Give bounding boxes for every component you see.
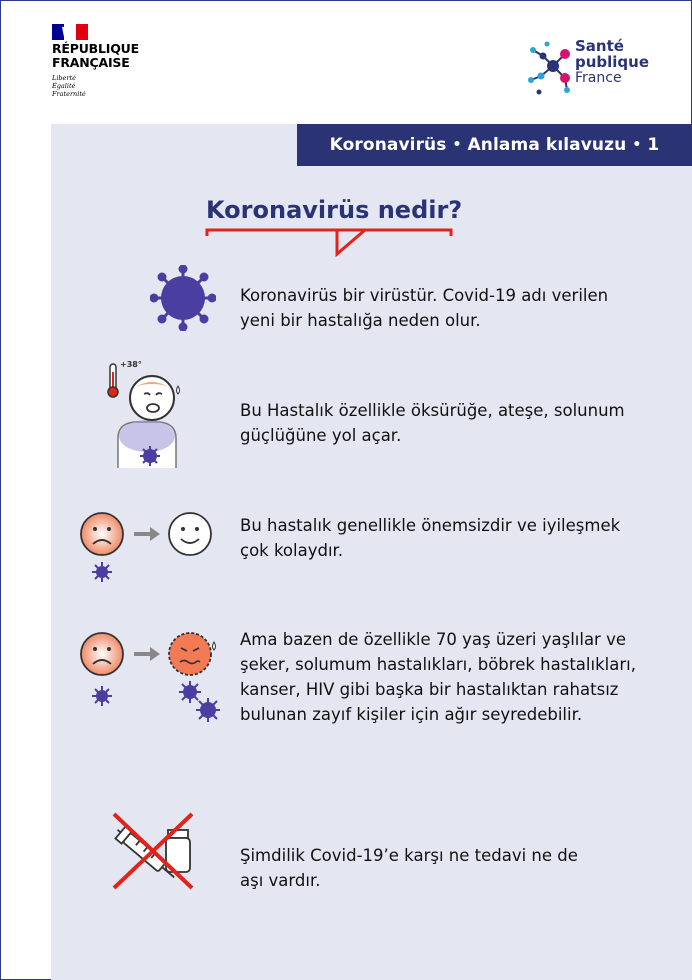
- header-topic: Koronavirüs: [329, 135, 447, 155]
- page-title: Koronavirüs nedir?: [206, 196, 463, 224]
- sante-publique-france-logo: [525, 36, 665, 106]
- republic-name: RÉPUBLIQUE FRANÇAISE: [52, 41, 139, 70]
- row-symptoms-text: Bu Hastalık özellikle öksürüğe, ateşe, solunum güçlüğüne yol açar.: [240, 401, 625, 445]
- header-number: 1: [647, 135, 660, 155]
- row-virus-text: Koronavirüs bir virüstür. Covid-19 adı verilen yeni bir hastalığa neden olur.: [240, 286, 609, 330]
- molecule-icon: [525, 36, 575, 102]
- speech-bubble-underline-icon: [205, 228, 455, 260]
- marianne-flag-icon: [52, 24, 88, 40]
- virus-icon: [150, 265, 216, 331]
- header-separator: •: [452, 137, 462, 153]
- spf-wordmark: Santé publique France: [575, 37, 650, 86]
- sad-to-sick-face-icon: [80, 630, 226, 726]
- coughing-person-fever-icon: [104, 358, 190, 470]
- fever-label: +38°: [120, 360, 142, 369]
- sad-to-happy-face-icon: [80, 510, 216, 586]
- no-treatment-vaccine-icon: [106, 810, 200, 892]
- row-no-treatment-text: Şimdilik Covid-19’e karşı ne tedavi ne de aşı vardır.: [240, 846, 578, 890]
- republic-motto: Liberté Égalité Fraternité: [52, 74, 86, 98]
- header-separator: •: [632, 137, 642, 153]
- header-guide: Anlama kılavuzu: [467, 135, 627, 155]
- row-severe-text: Ama bazen de özellikle 70 yaş üzeri yaşlılar ve şeker, solumum hastalıkları, böbrek hastalıkları, kanser, HIV gibi başka bir hastalıktan rahatsız bulunan zayıf kişiler için ağır seyredebilir.: [240, 630, 636, 724]
- row-mild-text: Bu hastalık genellikle önemsizdir ve iyileşmek çok kolaydır.: [240, 516, 621, 560]
- header-bar: [297, 124, 692, 166]
